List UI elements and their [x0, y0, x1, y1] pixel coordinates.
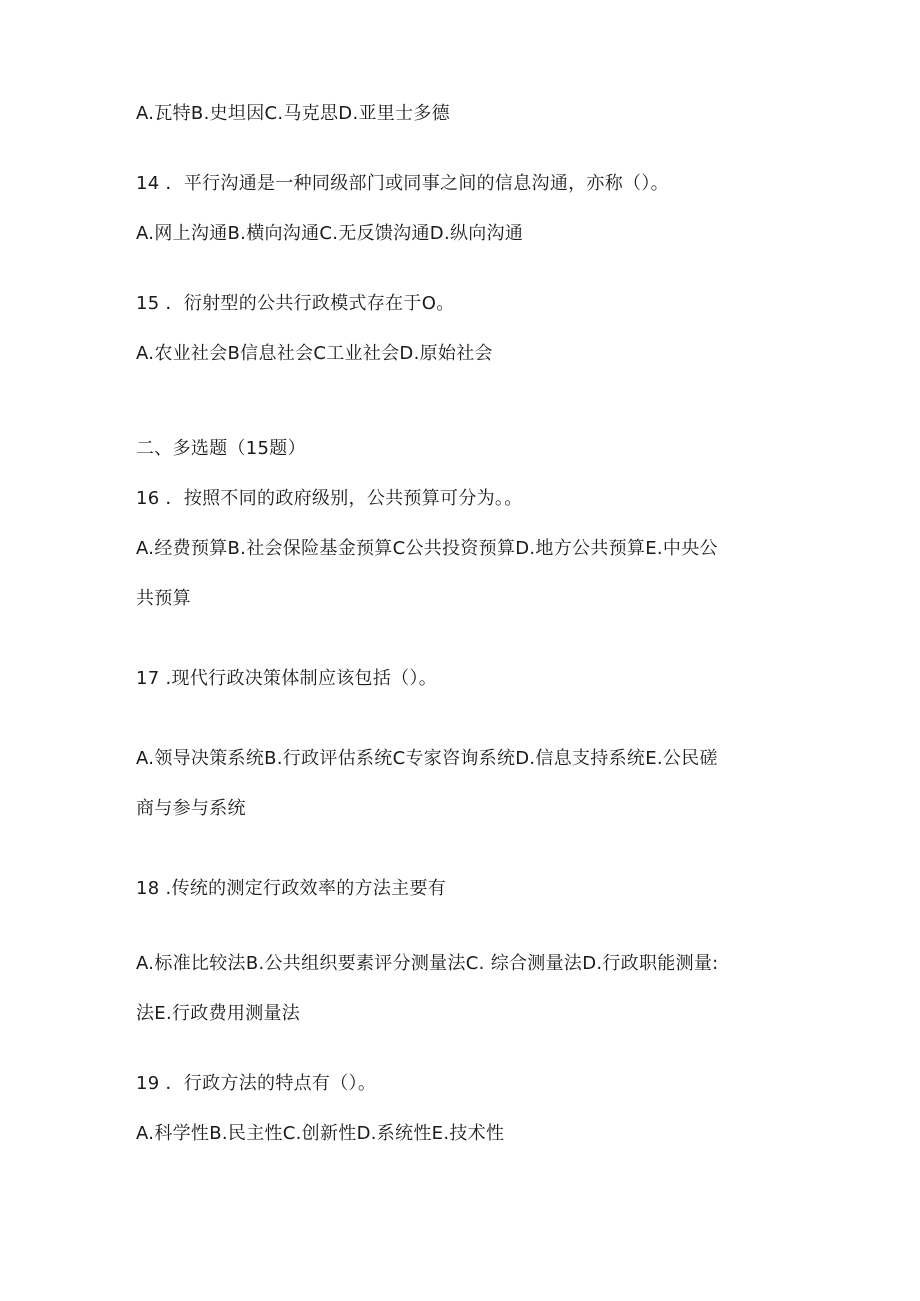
q17-question: 17 .现代行政决策体制应该包括（）。: [136, 668, 438, 689]
q18-options-continued: 法E.行政费用测量法: [136, 1003, 301, 1024]
q14-question: 14 ．平行沟通是一种同级部门或同事之间的信息沟通，亦称（）。: [136, 173, 669, 194]
q19-question: 19 ．行政方法的特点有（）。: [136, 1073, 377, 1094]
q15-options: A.农业社会B信息社会C工业社会D.原始社会: [136, 343, 493, 364]
q16-options-continued: 共预算: [136, 588, 191, 609]
q14-options: A.网上沟通B.横向沟通C.无反馈沟通D.纵向沟通: [136, 223, 524, 244]
q18-options: A.标准比较法B.公共组织要素评分测量法C. 综合测量法D.行政职能测量:: [136, 953, 719, 974]
q16-options: A.经费预算B.社会保险基金预算C公共投资预算D.地方公共预算E.中央公: [136, 538, 718, 559]
q17-options: A.领导决策系统B.行政评估系统C专家咨询系统D.信息支持系统E.公民磋: [136, 748, 718, 769]
q15-question: 15 ．衍射型的公共行政模式存在于O。: [136, 293, 455, 314]
q17-options-continued: 商与参与系统: [136, 798, 246, 819]
section-heading-multiple-choice: 二、多选题（15题）: [136, 438, 306, 459]
q19-options: A.科学性B.民主性C.创新性D.系统性E.技术性: [136, 1123, 505, 1144]
q13-options: A.瓦特B.史坦因C.马克思D.亚里士多德: [136, 103, 450, 124]
q18-question: 18 .传统的测定行政效率的方法主要有: [136, 878, 447, 899]
q16-question: 16 ．按照不同的政府级别，公共预算可分为。。: [136, 488, 523, 509]
